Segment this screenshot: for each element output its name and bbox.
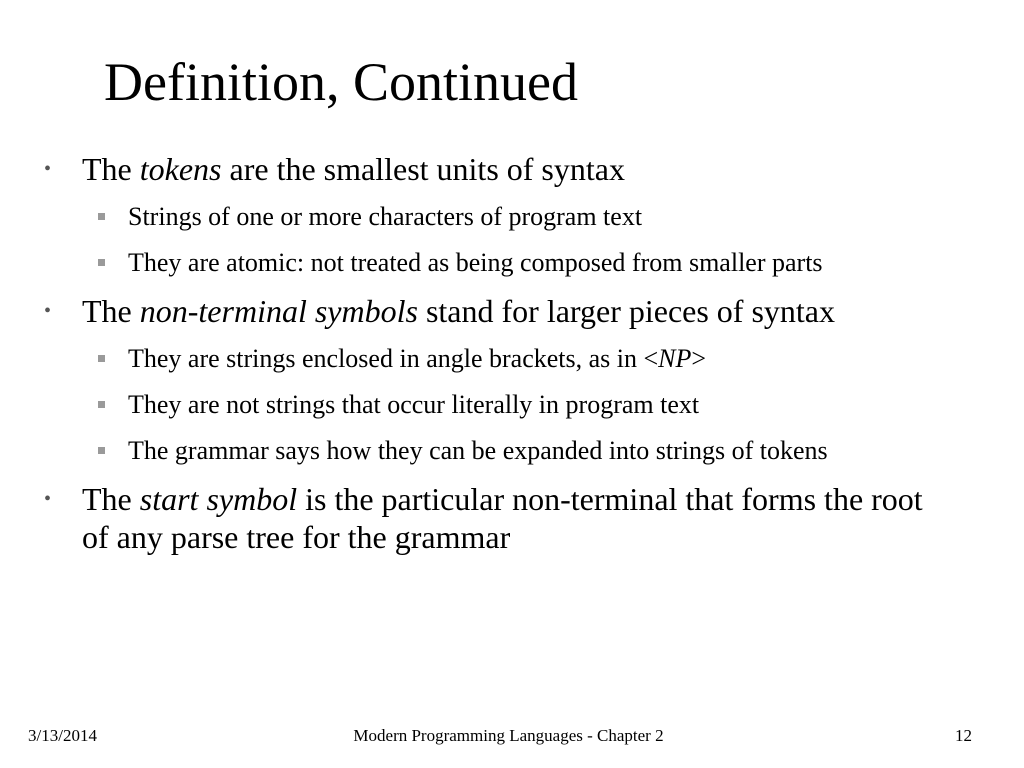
sub-bullet — [128, 434, 978, 468]
square-bullet-icon — [98, 259, 105, 266]
sub-bullet-text: The grammar says how they can be expanded into strings of tokens — [128, 436, 828, 465]
bullet-dot-icon: • — [44, 300, 52, 322]
footer-date: 3/13/2014 — [28, 726, 97, 745]
slide-title: Definition, Continued — [104, 52, 578, 112]
square-bullet-icon — [98, 401, 105, 408]
bullet-text-after: are the smallest units of syntax — [221, 151, 625, 187]
sub-bullet-emphasis: NP — [658, 344, 692, 373]
sub-bullet-text: They are atomic: not treated as being composed from smaller parts — [128, 248, 823, 277]
bullet-dot-icon: • — [44, 488, 52, 510]
sub-bullet — [128, 342, 978, 376]
slide-content — [0, 150, 1024, 556]
bullet-text-after: is the particular non-terminal that forms the root of any parse tree for the grammar — [82, 481, 923, 555]
bullet-non-terminal-symbols — [44, 292, 942, 330]
bullet-dot-icon: • — [44, 158, 52, 180]
footer-title: Modern Programming Languages - Chapter 2 — [353, 726, 664, 745]
sub-bullet-text-after: > — [691, 344, 707, 373]
square-bullet-icon — [98, 447, 105, 454]
bullet-text-before: The — [82, 293, 140, 329]
page-number: 12 — [955, 726, 972, 745]
bullet-emphasis: non-terminal symbols — [139, 293, 418, 329]
sub-bullet — [128, 246, 978, 280]
bullet-emphasis: start symbol — [139, 481, 298, 517]
bullet-emphasis: tokens — [139, 151, 222, 187]
bullet-tokens — [44, 150, 942, 188]
bullet-text-after: stand for larger pieces of syntax — [417, 293, 835, 329]
bullet-text-before: The — [82, 481, 140, 517]
sub-bullet-text-before: They are strings enclosed in angle brackets, as in < — [128, 344, 659, 373]
bullet-start-symbol — [44, 480, 942, 556]
bullet-text-before: The — [82, 151, 140, 187]
square-bullet-icon — [98, 355, 105, 362]
square-bullet-icon — [98, 213, 105, 220]
sub-bullet-text: Strings of one or more characters of program text — [128, 202, 643, 231]
sub-bullet — [128, 200, 978, 234]
sub-bullet-text: They are not strings that occur literally in program text — [128, 390, 700, 419]
sub-bullet — [128, 388, 978, 422]
